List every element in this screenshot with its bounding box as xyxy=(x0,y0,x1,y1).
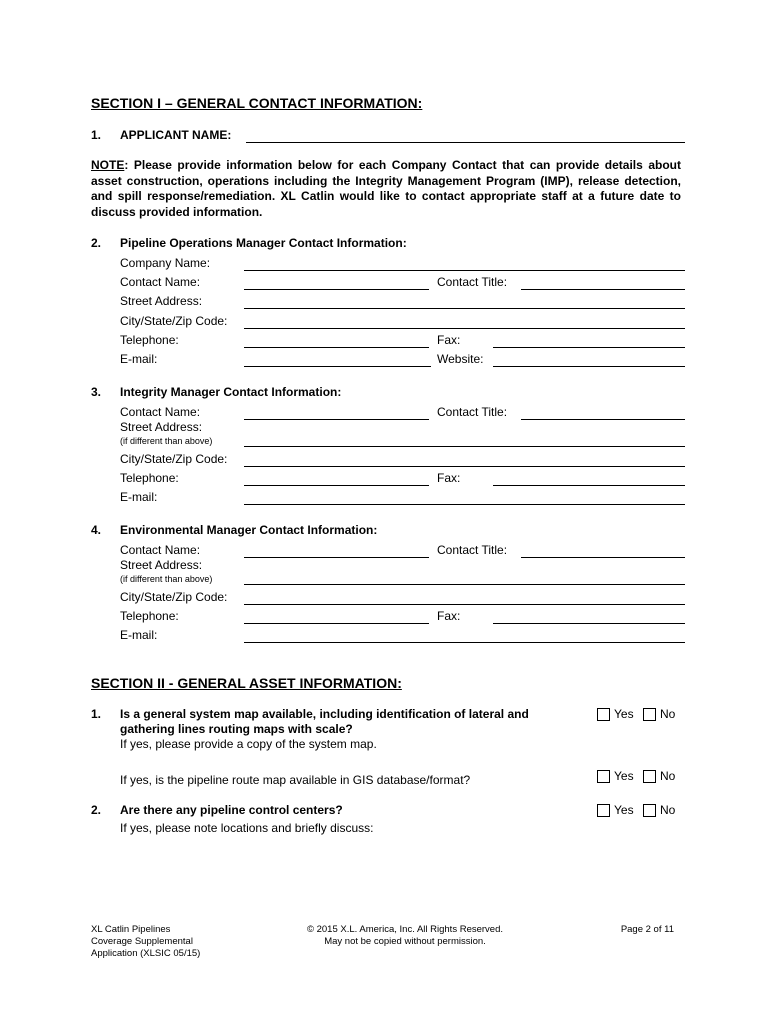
footer-copyright: © 2015 X.L. America, Inc. All Rights Reserved. xyxy=(306,924,504,935)
s2-q1-gis-no-label: No xyxy=(660,769,676,783)
s2-q1-no-label: No xyxy=(660,707,676,721)
q2-contact-name-label: Contact Name: xyxy=(120,275,201,289)
s2-q2-sub: If yes, please note locations and briefly discuss: xyxy=(120,821,374,835)
q2-telephone-label: Telephone: xyxy=(120,333,179,347)
footer-center xyxy=(285,924,525,948)
applicant-name-label: APPLICANT NAME: xyxy=(120,128,232,142)
q4-if-different-note: (if different than above) xyxy=(120,574,213,584)
s2-q2-yes-label: Yes xyxy=(614,803,634,817)
q4-city-state-zip-label: City/State/Zip Code: xyxy=(120,590,228,604)
q2-company-name-label: Company Name: xyxy=(120,256,211,270)
footer-left-line2: Coverage Supplemental xyxy=(91,936,193,947)
footer-left xyxy=(91,924,200,960)
q4-contact-title-field[interactable] xyxy=(521,557,685,558)
q2-email-label: E-mail: xyxy=(120,352,158,366)
s2-q1-sub: If yes, please provide a copy of the system map. xyxy=(120,737,377,751)
q2-street-address-label: Street Address: xyxy=(120,294,203,308)
q2-website-field[interactable] xyxy=(493,366,685,367)
q3-telephone-label: Telephone: xyxy=(120,471,179,485)
q2-number: 2. xyxy=(91,236,102,250)
s2-q1-number: 1. xyxy=(91,707,102,721)
footer-left-line1: XL Catlin Pipelines xyxy=(91,924,171,935)
q3-contact-title-label: Contact Title: xyxy=(437,405,508,419)
q4-title: Environmental Manager Contact Information: xyxy=(120,523,378,537)
footer-left-line3: Application (XLSIC 05/15) xyxy=(91,948,201,959)
q2-contact-title-field[interactable] xyxy=(521,289,685,290)
q4-street-address-field[interactable] xyxy=(244,584,685,585)
q2-contact-name-field[interactable] xyxy=(244,289,429,290)
q4-telephone-label: Telephone: xyxy=(120,609,179,623)
s2-q1-yes-checkbox[interactable] xyxy=(597,708,610,721)
q4-contact-name-label: Contact Name: xyxy=(120,543,201,557)
section-1-title: SECTION I – GENERAL CONTACT INFORMATION: xyxy=(91,95,423,111)
q2-street-address-field[interactable] xyxy=(244,308,685,309)
note-prefix: NOTE xyxy=(91,158,125,172)
s2-q1-gis-no-checkbox[interactable] xyxy=(643,770,656,783)
q2-company-name-field[interactable] xyxy=(244,270,685,271)
q4-fax-label: Fax: xyxy=(437,609,461,623)
q3-email-field[interactable] xyxy=(244,504,685,505)
q2-city-state-zip-label: City/State/Zip Code: xyxy=(120,314,228,328)
s2-q1-yes-label: Yes xyxy=(614,707,634,721)
section-2-title: SECTION II - GENERAL ASSET INFORMATION: xyxy=(91,675,402,691)
s2-q2-yes-checkbox[interactable] xyxy=(597,804,610,817)
q4-contact-title-label: Contact Title: xyxy=(437,543,508,557)
s2-q1-followup: If yes, is the pipeline route map available in GIS database/format? xyxy=(120,773,471,787)
s2-q1-line2: gathering lines routing maps with scale? xyxy=(120,722,353,736)
q4-street-address-label: Street Address: xyxy=(120,558,203,572)
s2-q2-number: 2. xyxy=(91,803,102,817)
q3-street-address-field[interactable] xyxy=(244,446,685,447)
q4-fax-field[interactable] xyxy=(493,623,685,624)
s2-q1-line1: Is a general system map available, including identification of lateral and xyxy=(120,707,529,721)
q4-number: 4. xyxy=(91,523,102,537)
q3-fax-field[interactable] xyxy=(493,485,685,486)
s2-q1-gis-yes-label: Yes xyxy=(614,769,634,783)
s2-q1-gis-yes-checkbox[interactable] xyxy=(597,770,610,783)
q2-city-state-zip-field[interactable] xyxy=(244,328,685,329)
q3-city-state-zip-label: City/State/Zip Code: xyxy=(120,452,228,466)
q3-contact-name-field[interactable] xyxy=(244,419,429,420)
applicant-name-field[interactable] xyxy=(246,142,685,143)
q4-contact-name-field[interactable] xyxy=(244,557,429,558)
q2-contact-title-label: Contact Title: xyxy=(437,275,508,289)
s2-q2-no-label: No xyxy=(660,803,676,817)
q3-contact-name-label: Contact Name: xyxy=(120,405,201,419)
q3-contact-title-field[interactable] xyxy=(521,419,685,420)
q3-if-different-note: (if different than above) xyxy=(120,436,213,446)
q4-city-state-zip-field[interactable] xyxy=(244,604,685,605)
q3-number: 3. xyxy=(91,385,102,399)
q2-telephone-field[interactable] xyxy=(244,347,429,348)
s2-q2-text: Are there any pipeline control centers? xyxy=(120,803,343,817)
note-text: : Please provide information below for each Company Contact that can provide details about asset construction, operations including the Integrity Management Program (IMP), release detection, and spill response/remediation. XL Catlin would like to contact appropriate staff at a future date to discuss provided information. xyxy=(91,158,681,219)
q4-telephone-field[interactable] xyxy=(244,623,429,624)
q2-title: Pipeline Operations Manager Contact Information: xyxy=(120,236,407,250)
s2-q1-no-checkbox[interactable] xyxy=(643,708,656,721)
q1-number: 1. xyxy=(91,128,102,142)
q3-fax-label: Fax: xyxy=(437,471,461,485)
footer-permission: May not be copied without permission. xyxy=(324,936,486,947)
q2-fax-label: Fax: xyxy=(437,333,461,347)
note-paragraph xyxy=(91,158,681,220)
q3-title: Integrity Manager Contact Information: xyxy=(120,385,342,399)
q4-email-label: E-mail: xyxy=(120,628,158,642)
q2-website-label: Website: xyxy=(437,352,484,366)
q2-email-field[interactable] xyxy=(244,366,431,367)
q3-street-address-label: Street Address: xyxy=(120,420,203,434)
q4-email-field[interactable] xyxy=(244,642,685,643)
q3-telephone-field[interactable] xyxy=(244,485,429,486)
page-number: Page 2 of 11 xyxy=(620,924,674,935)
q2-fax-field[interactable] xyxy=(493,347,685,348)
q3-email-label: E-mail: xyxy=(120,490,158,504)
q3-city-state-zip-field[interactable] xyxy=(244,466,685,467)
s2-q2-no-checkbox[interactable] xyxy=(643,804,656,817)
